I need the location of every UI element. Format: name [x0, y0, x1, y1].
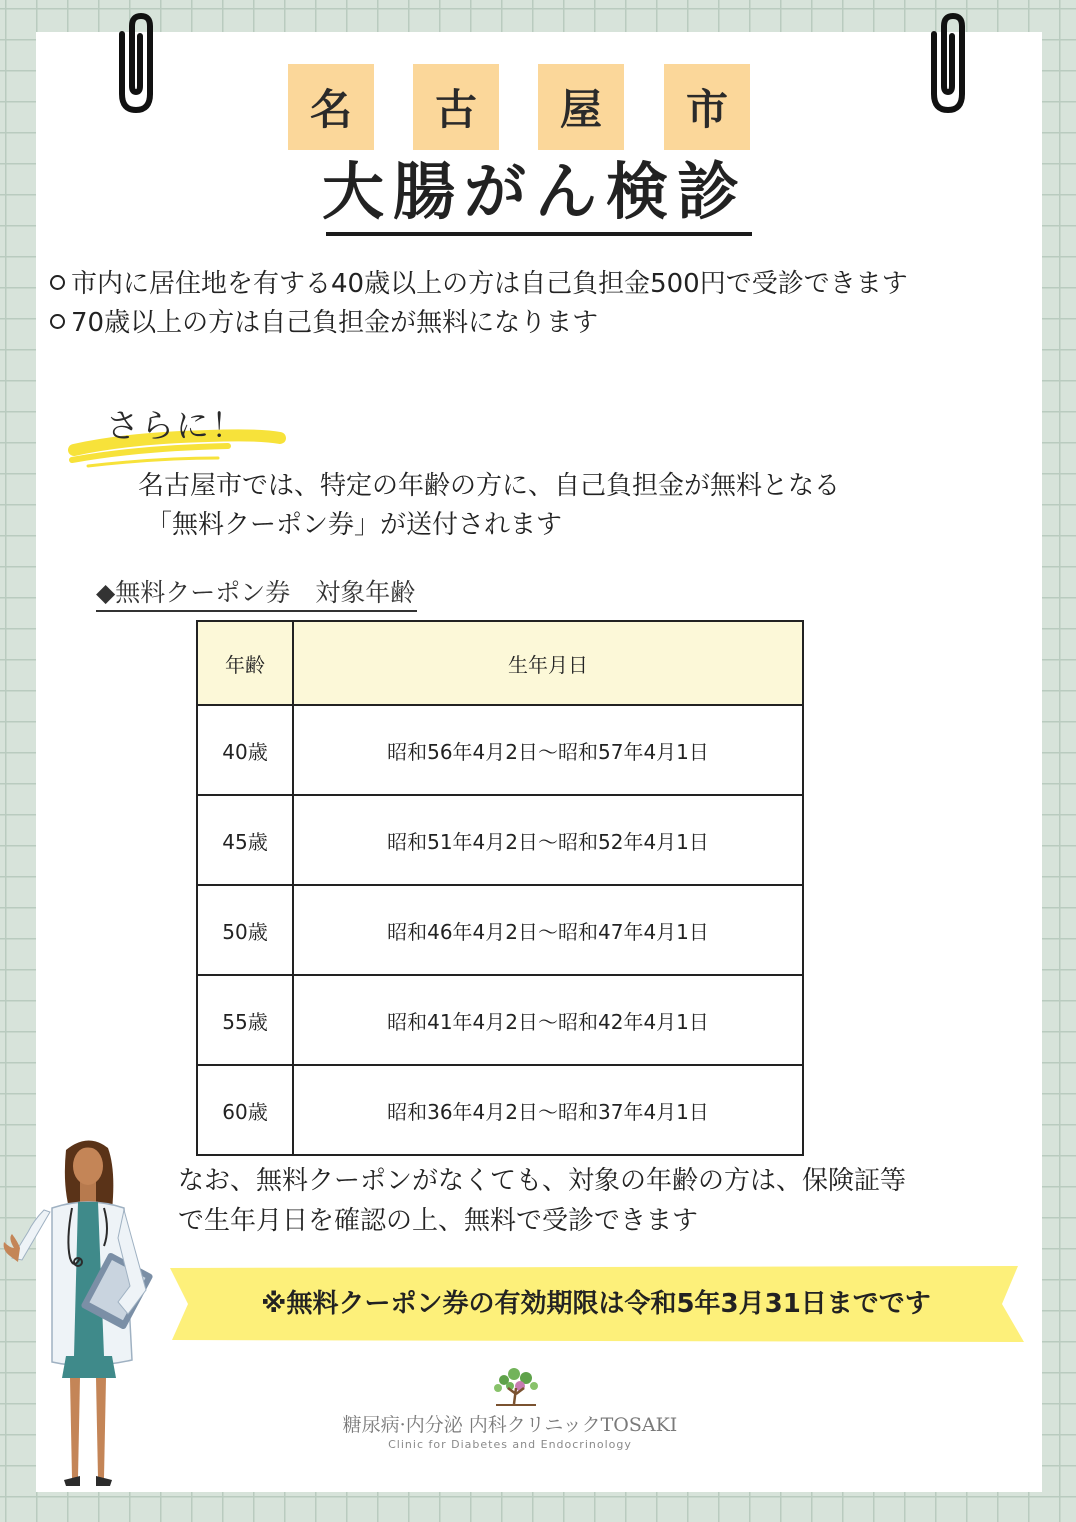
clinic-subtitle: Clinic for Diabetes and Endocrinology: [388, 1438, 632, 1451]
table-row: [197, 705, 803, 795]
eligibility-bullet: [50, 267, 908, 301]
clinic-name: 糖尿病·内分泌 内科クリニックTOSAKI: [342, 1414, 678, 1436]
table-row: [197, 1065, 803, 1155]
table-row: [197, 975, 803, 1065]
section-heading: ◆無料クーポン券 対象年齢: [96, 576, 417, 612]
bullet-text: 市内に居住地を有する40歳以上の方は自己負担金500円で受診できます: [71, 269, 908, 299]
table-row: [197, 885, 803, 975]
city-title: [288, 64, 753, 150]
paperclip-icon: [108, 12, 164, 114]
age-cell: 55歳: [197, 975, 293, 1065]
age-cell: 45歳: [197, 795, 293, 885]
age-cell: 50歳: [197, 885, 293, 975]
title-char: 屋: [538, 64, 624, 150]
title-char: 古: [413, 64, 499, 150]
circle-bullet-icon: [50, 314, 65, 329]
circle-bullet-icon: [50, 275, 65, 290]
doctor-illustration: [0, 1130, 170, 1500]
birthdate-cell: 昭和56年4月2日～昭和57年4月1日: [293, 705, 803, 795]
paperclip-icon: [920, 12, 976, 114]
note-text: なお、無料クーポンがなくても、対象の年齢の方は、保険証等: [178, 1166, 907, 1196]
intro-text: 「無料クーポン券」が送付されます: [146, 510, 563, 540]
highlight-label: さらに！: [106, 406, 246, 445]
note-text: で生年月日を確認の上、無料で受診できます: [178, 1206, 699, 1236]
title-char: 名: [288, 64, 374, 150]
bullet-text: 70歳以上の方は自己負担金が無料になります: [71, 308, 599, 338]
table-row: [197, 795, 803, 885]
table-header-age: 年齢: [197, 621, 293, 705]
birthdate-cell: 昭和46年4月2日～昭和47年4月1日: [293, 885, 803, 975]
clinic-tree-logo: [490, 1364, 542, 1408]
birthdate-cell: 昭和36年4月2日～昭和37年4月1日: [293, 1065, 803, 1155]
table-header-birthdate: 生年月日: [293, 621, 803, 705]
page-title: 大腸がん検診: [321, 155, 748, 228]
intro-text: 名古屋市では、特定の年齢の方に、自己負担金が無料となる: [138, 471, 841, 501]
age-cell: 60歳: [197, 1065, 293, 1155]
title-char: 市: [664, 64, 750, 150]
birthdate-cell: 昭和51年4月2日～昭和52年4月1日: [293, 795, 803, 885]
age-cell: 40歳: [197, 705, 293, 795]
coupon-age-table: [196, 620, 804, 1156]
eligibility-bullet: [50, 306, 598, 340]
birthdate-cell: 昭和41年4月2日～昭和42年4月1日: [293, 975, 803, 1065]
title-underline: [326, 232, 752, 236]
expiry-banner-text: ※無料クーポン券の有効期限は令和5年3月31日までです: [261, 1289, 931, 1319]
